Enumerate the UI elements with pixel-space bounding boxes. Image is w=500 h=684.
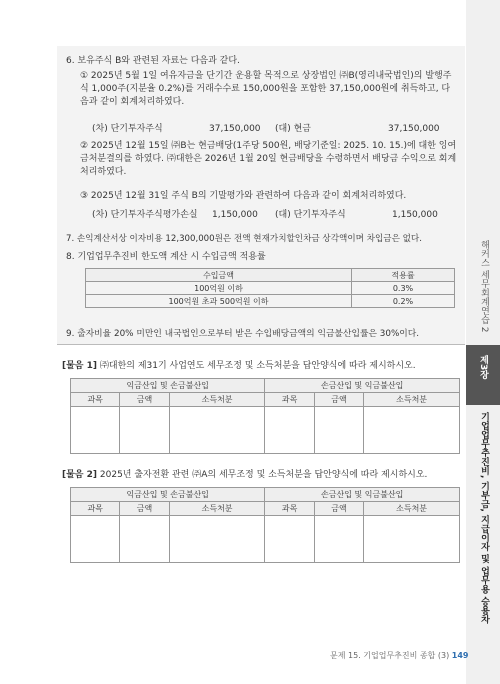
rate-table <box>85 268 455 308</box>
item6-p3: ③ 2025년 12월 31일 주식 B의 기말평가와 관련하여 다음과 같이 회계처리하였다. <box>80 191 407 201</box>
column-header: 과목 <box>71 393 120 407</box>
question2-label: [물음 2] <box>62 470 98 480</box>
answer-cell[interactable] <box>314 407 363 454</box>
question1-text: ㈜대한의 제31기 사업연도 세무조정 및 소득처분을 답안양식에 따라 제시하시오. <box>99 361 416 371</box>
column-header: 소득처분 <box>364 393 460 407</box>
answer-cell[interactable] <box>265 516 314 563</box>
column-header: 금액 <box>120 393 169 407</box>
answer-form-2-right-group: 손금산입 및 익금불산입 <box>265 488 460 502</box>
answer-row[interactable] <box>71 516 460 563</box>
answer-form-2-left-group: 익금산입 및 손금불산입 <box>71 488 265 502</box>
table-cell: 0.3% <box>352 282 455 295</box>
item9: 9. 출자비율 20% 미만인 내국법인으로부터 받은 수입배당금액의 익금불산입률은 30%이다. <box>66 329 420 339</box>
answer-cell[interactable] <box>364 516 460 563</box>
je1-debit-amount: 37,150,000 <box>209 124 261 134</box>
je3-credit: (대) 단기투자주식 <box>275 210 346 220</box>
table-cell: 100억원 이하 <box>86 282 352 295</box>
column-header: 소득처분 <box>169 502 265 516</box>
footer-text: 문제 15. 기업업무추진비 종합 (3) <box>330 651 450 660</box>
je3-debit-amount: 1,150,000 <box>212 210 258 220</box>
column-header: 소득처분 <box>364 502 460 516</box>
answer-cell[interactable] <box>314 516 363 563</box>
side-chapter: 제3장 <box>478 355 488 380</box>
item7: 7. 손익계산서상 이자비용 12,300,000원은 전액 현재가치할인차금 상각액이며 차입금은 없다. <box>66 234 422 244</box>
rate-table-header-rate: 적용률 <box>352 269 455 282</box>
answer-cell[interactable] <box>364 407 460 454</box>
je3-debit: (차) 단기투자주식평가손실 <box>92 210 198 220</box>
rate-table-header-revenue: 수입금액 <box>86 269 352 282</box>
question1-label: [물음 1] <box>62 361 98 371</box>
column-header: 과목 <box>265 393 314 407</box>
answer-cell[interactable] <box>71 516 120 563</box>
je1-debit: (차) 단기투자주식 <box>92 124 163 134</box>
table-cell: 100억원 초과 500억원 이하 <box>86 295 352 308</box>
column-header: 과목 <box>71 502 120 516</box>
column-header: 금액 <box>314 502 363 516</box>
item6-p2: ② 2025년 12월 15일 ㈜B는 현금배당(1주당 500원, 배당기준일: 2025. 10. 15.)에 대한 잉여금처분결의를 하였다. ㈜대한은 2026년 1월 20일 현금배당을 수령하면서 배당금 수익으로 회계처리하였다. <box>80 141 457 177</box>
answer-cell[interactable] <box>169 407 265 454</box>
answer-row[interactable] <box>71 407 460 454</box>
answer-cell[interactable] <box>120 407 169 454</box>
table-row <box>86 295 455 308</box>
item6-title: 6. 보유주식 B와 관련된 자료는 다음과 같다. <box>66 56 240 66</box>
je1-credit: (대) 현금 <box>275 124 311 134</box>
column-header: 소득처분 <box>169 393 265 407</box>
answer-cell[interactable] <box>71 407 120 454</box>
page-footer <box>330 650 468 661</box>
je3-credit-amount: 1,150,000 <box>392 210 438 220</box>
answer-cell[interactable] <box>120 516 169 563</box>
answer-form-1-left-group: 익금산입 및 손금불산입 <box>71 379 265 393</box>
answer-form-2 <box>70 487 460 563</box>
answer-form-1 <box>70 378 460 454</box>
side-chapter-title: 기업업무추진비, 기부금, 지급이자 및 업무용 승용차 <box>479 412 489 624</box>
question2-text: 2025년 출자전환 관련 ㈜A의 세무조정 및 소득처분을 답안양식에 따라 제시하시오. <box>99 470 428 480</box>
table-cell: 0.2% <box>352 295 455 308</box>
answer-cell[interactable] <box>169 516 265 563</box>
column-header: 금액 <box>314 393 363 407</box>
answer-cell[interactable] <box>265 407 314 454</box>
column-header: 금액 <box>120 502 169 516</box>
item6-p1: ① 2025년 5월 1일 여유자금을 단기간 운용할 목적으로 상장법인 ㈜B(영리내국법인)의 발행주식 1,000주(지분율 0.2%)를 거래수수료 150,000원을 포함한 37,150,000원에 취득하고, 다음과 같이 회계처리하였다. <box>80 71 452 107</box>
side-book-title: 해커스 세무회계연습 2 <box>479 240 489 333</box>
table-row <box>86 282 455 295</box>
column-header: 과목 <box>265 502 314 516</box>
question2 <box>62 469 427 481</box>
item8-title: 8. 기업업무추진비 한도액 계산 시 수입금액 적용률 <box>66 252 266 262</box>
question1 <box>62 360 416 372</box>
answer-form-1-right-group: 손금산입 및 익금불산입 <box>265 379 460 393</box>
je1-credit-amount: 37,150,000 <box>388 124 440 134</box>
page-number: 149 <box>451 651 469 660</box>
divider <box>57 344 465 345</box>
